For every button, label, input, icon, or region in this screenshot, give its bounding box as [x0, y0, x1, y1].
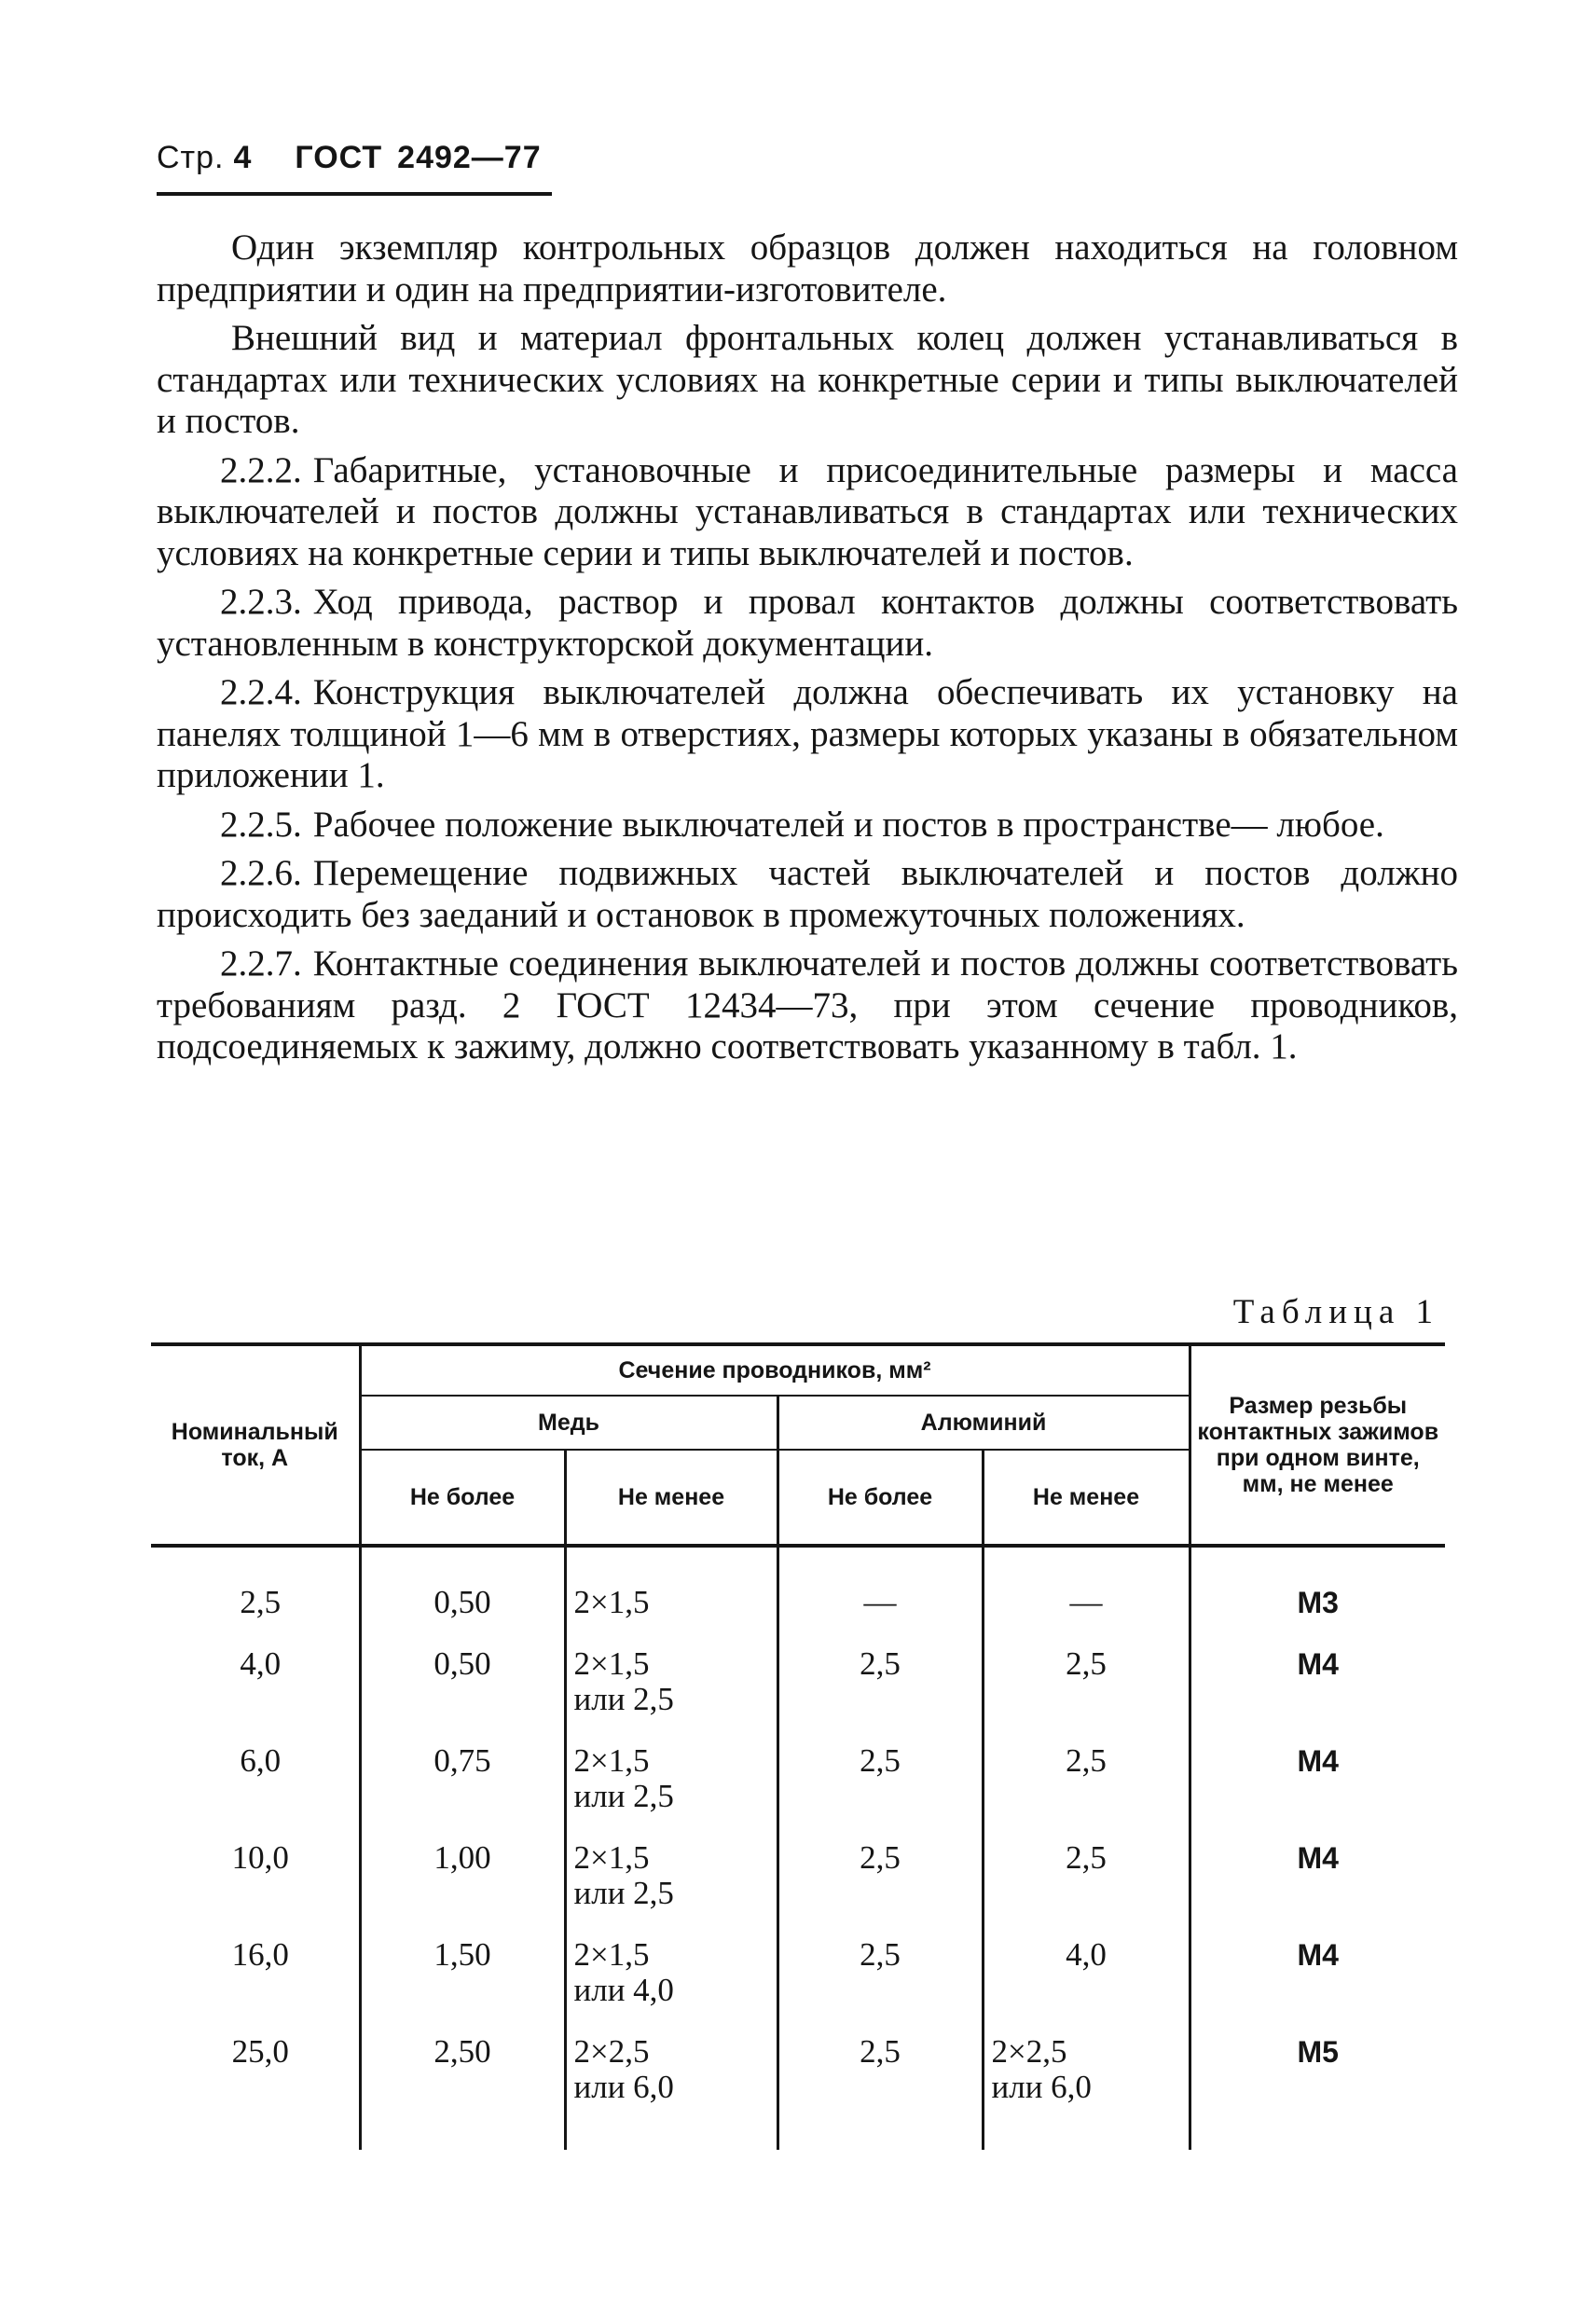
cell-line: или 6,0	[991, 2069, 1092, 2105]
header-copper-not-less: Не менее	[565, 1450, 777, 1546]
cell-line: —	[1069, 1584, 1103, 1620]
clause-number: 2.2.4.	[220, 672, 302, 712]
cell-aluminium-min	[983, 1814, 1190, 1911]
cell-aluminium-min	[983, 1911, 1190, 2008]
cell-aluminium-max: —	[777, 1546, 983, 1620]
table-row	[151, 1546, 1445, 1620]
cell-line: 2,5	[1066, 1839, 1107, 1876]
cell-copper-max: 0,50	[360, 1546, 565, 1620]
cell-aluminium-min	[983, 1620, 1190, 1717]
cell-copper-max: 1,50	[360, 1911, 565, 2008]
clause-number: 2.2.2.	[220, 449, 302, 490]
cell-line: 2×2,5	[573, 2033, 650, 2070]
cell-line: 2×1,5	[573, 1645, 650, 1682]
header-thread-size: Размер резьбы контактных зажимов при одном винте, мм, не менее	[1190, 1344, 1445, 1546]
cell-line: или 2,5	[573, 1681, 674, 1717]
cell-current: 4,0	[240, 1645, 282, 1682]
cell-line: или 4,0	[573, 1972, 674, 2008]
paragraph	[157, 805, 1458, 846]
paragraph	[157, 450, 1458, 575]
paragraph-text: Ход привода, раствор и провал контактов должны соответствовать установленным в конструкторской документации.	[157, 582, 1458, 664]
paragraph-text: Рабочее положение выключателей и постов в пространстве— любое.	[312, 804, 1384, 845]
cell-thread: М4	[1190, 1911, 1445, 2008]
standard-number: 2492—77	[397, 140, 542, 175]
cell-aluminium-max: 2,5	[777, 1620, 983, 1717]
header-rated-current: Номинальный ток, А	[171, 1419, 338, 1471]
table-caption: Таблица 1	[1232, 1293, 1439, 1331]
cell-line: или 6,0	[573, 2069, 674, 2105]
cell-copper-max: 0,50	[360, 1620, 565, 1717]
paragraph-text: Один экземпляр контрольных образцов должен находиться на головном предприятии и один на предприятии-изготовителе.	[157, 227, 1458, 310]
cell-copper-min	[565, 2008, 777, 2150]
header-rule	[157, 192, 552, 196]
paragraph-text: Контактные соединения выключателей и постов должны соответствовать требованиям разд. 2 ГОСТ 12434—73, при этом сечение проводников, подсоединяемых к зажиму, должно соответствовать указанному в табл. 1.	[157, 943, 1458, 1067]
cell-copper-max: 0,75	[360, 1717, 565, 1814]
cell-copper-min	[565, 1620, 777, 1717]
cell-line: или 2,5	[573, 1778, 674, 1814]
cell-line: 2×1,5	[573, 1936, 650, 1973]
cell-aluminium-max: 2,5	[777, 1911, 983, 2008]
cell-aluminium-max: 2,5	[777, 1717, 983, 1814]
cell-aluminium-min	[983, 2008, 1190, 2150]
clause-number: 2.2.5.	[220, 804, 302, 845]
cell-thread: М4	[1190, 1717, 1445, 1814]
cell-line: или 2,5	[573, 1875, 674, 1911]
cell-line: 2×1,5	[573, 1584, 650, 1620]
table-row	[151, 1814, 1445, 1911]
header-copper: Медь	[360, 1396, 777, 1450]
header-aluminium-not-less: Не менее	[983, 1450, 1190, 1546]
cell-thread: М5	[1190, 2008, 1445, 2150]
paragraph	[157, 672, 1458, 797]
cell-line: 2×1,5	[573, 1839, 650, 1876]
paragraph	[157, 318, 1458, 443]
paragraph	[157, 853, 1458, 936]
page-label: Стр.	[157, 140, 225, 175]
cell-current: 25,0	[231, 2033, 289, 2070]
table-row	[151, 2008, 1445, 2150]
paragraph-text: Конструкция выключателей должна обеспечивать их установку на панелях толщиной 1—6 мм в отверстиях, размеры которых указаны в обязательном приложении 1.	[157, 672, 1458, 795]
table-row	[151, 1717, 1445, 1814]
header-aluminium-not-more: Не более	[777, 1450, 983, 1546]
cell-thread: М4	[1190, 1814, 1445, 1911]
paragraph-text: Внешний вид и материал фронтальных колец должен устанавливаться в стандартах или технических условиях на конкретные серии и типы выключателей и постов.	[157, 318, 1458, 441]
cell-line: 4,0	[1066, 1936, 1107, 1973]
cell-line: 2,5	[1066, 1645, 1107, 1682]
standard-label: ГОСТ	[295, 140, 383, 175]
paragraph-text: Перемещение подвижных частей выключателей и постов должно происходить без заеданий и остановок в промежуточных положениях.	[157, 853, 1458, 935]
cell-aluminium-max: 2,5	[777, 1814, 983, 1911]
table-row	[151, 1620, 1445, 1717]
paragraph	[157, 227, 1458, 310]
cell-aluminium-max: 2,5	[777, 2008, 983, 2150]
cell-line: 2×1,5	[573, 1742, 650, 1779]
paragraph	[157, 943, 1458, 1068]
cell-line: 2,5	[1066, 1742, 1107, 1779]
page-number: 4	[233, 140, 253, 175]
cell-copper-max: 1,00	[360, 1814, 565, 1911]
clause-number: 2.2.3.	[220, 582, 302, 622]
header-cross-section: Сечение проводников, мм²	[360, 1344, 1190, 1396]
paragraph	[157, 582, 1458, 665]
cell-copper-min	[565, 1717, 777, 1814]
cell-copper-min	[565, 1911, 777, 2008]
cell-copper-max: 2,50	[360, 2008, 565, 2150]
cell-line: 2×2,5	[991, 2033, 1067, 2070]
cell-copper-min	[565, 1814, 777, 1911]
cell-thread: М4	[1190, 1620, 1445, 1717]
running-header	[157, 140, 557, 176]
clause-number: 2.2.7.	[220, 943, 302, 984]
header-aluminium: Алюминий	[777, 1396, 1190, 1450]
cell-aluminium-min	[983, 1546, 1190, 1620]
header-copper-not-more: Не более	[360, 1450, 565, 1546]
cell-current: 16,0	[231, 1936, 289, 1973]
table-row	[151, 1911, 1445, 2008]
paragraph-text: Габаритные, установочные и присоединительные размеры и масса выключателей и постов должны устанавливаться в стандартах или технических условиях на конкретные серии и типы выключателей и постов.	[157, 449, 1458, 573]
cell-copper-min	[565, 1546, 777, 1620]
cell-thread: М3	[1190, 1546, 1445, 1620]
body-text	[157, 227, 1458, 1076]
cell-current: 10,0	[231, 1839, 289, 1876]
clause-number: 2.2.6.	[220, 853, 302, 893]
cell-aluminium-min	[983, 1717, 1190, 1814]
conductor-table	[151, 1342, 1445, 2150]
cell-current: 6,0	[240, 1742, 282, 1779]
cell-current: 2,5	[240, 1584, 282, 1620]
